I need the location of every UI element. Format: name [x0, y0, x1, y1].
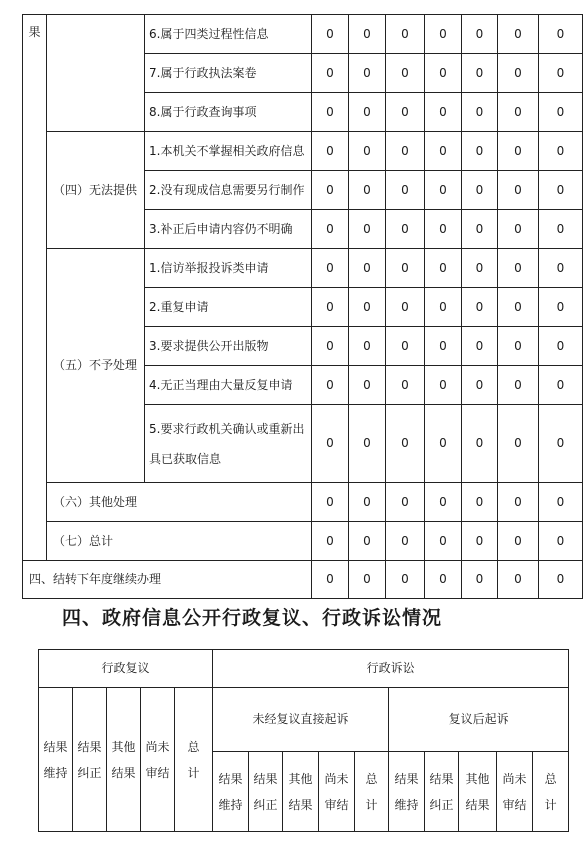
- row-7-value-6: 0: [498, 249, 539, 288]
- row-10-value-4: 0: [425, 366, 462, 405]
- total-row-value-3: 0: [386, 522, 425, 561]
- carry-over-value-7: 0: [539, 561, 583, 599]
- row-3-value-3: 0: [386, 93, 425, 132]
- row-9-value-6: 0: [498, 327, 539, 366]
- row-9-value-5: 0: [462, 327, 498, 366]
- row-label: 5.要求行政机关确认或重新出具已获取信息: [145, 405, 312, 483]
- review-col-4: 尚未 审结: [141, 688, 175, 832]
- row-9-value-1: 0: [312, 327, 349, 366]
- row-label: 3.补正后申请内容仍不明确: [145, 210, 312, 249]
- row-8-value-7: 0: [539, 288, 583, 327]
- carry-over-value-1: 0: [312, 561, 349, 599]
- carry-over-row: [23, 561, 583, 599]
- row-10-value-5: 0: [462, 366, 498, 405]
- direct-col-1: 结果 维持: [213, 752, 249, 832]
- total-row-value-5: 0: [462, 522, 498, 561]
- other-row-value-3: 0: [386, 483, 425, 522]
- row-6-value-7: 0: [539, 210, 583, 249]
- litigation-header: 行政诉讼: [213, 650, 569, 688]
- row-11-value-2: 0: [349, 405, 386, 483]
- row-5-value-7: 0: [539, 171, 583, 210]
- category-label: 果: [23, 15, 47, 561]
- row-label: 3.要求提供公开出版物: [145, 327, 312, 366]
- carry-over-value-5: 0: [462, 561, 498, 599]
- row-4-value-3: 0: [386, 132, 425, 171]
- row-2-value-4: 0: [425, 54, 462, 93]
- row-3-value-4: 0: [425, 93, 462, 132]
- direct-suit-header: 未经复议直接起诉: [213, 688, 389, 752]
- review-col-3: 其他 结果: [107, 688, 141, 832]
- row-5-value-5: 0: [462, 171, 498, 210]
- row-8-value-6: 0: [498, 288, 539, 327]
- row-3-value-7: 0: [539, 93, 583, 132]
- row-7-value-1: 0: [312, 249, 349, 288]
- row-2-value-1: 0: [312, 54, 349, 93]
- row-7-value-7: 0: [539, 249, 583, 288]
- row-5-value-3: 0: [386, 171, 425, 210]
- row-4-value-1: 0: [312, 132, 349, 171]
- row-9-value-3: 0: [386, 327, 425, 366]
- row-1-value-7: 0: [539, 15, 583, 54]
- review-col-5: 总 计: [175, 688, 213, 832]
- row-4-value-6: 0: [498, 132, 539, 171]
- row-label: 6.属于四类过程性信息: [145, 15, 312, 54]
- row-9-value-7: 0: [539, 327, 583, 366]
- row-7-value-4: 0: [425, 249, 462, 288]
- after-col-1: 结果 维持: [389, 752, 425, 832]
- row-6-value-2: 0: [349, 210, 386, 249]
- group-not-processed: （五）不予处理: [47, 249, 145, 483]
- total-row-value-7: 0: [539, 522, 583, 561]
- row-8-value-1: 0: [312, 288, 349, 327]
- review-litigation-table: [38, 649, 569, 832]
- results-table: [22, 14, 583, 599]
- after-review-header: 复议后起诉: [389, 688, 569, 752]
- row-label: 1.信访举报投诉类申请: [145, 249, 312, 288]
- row-1-value-1: 0: [312, 15, 349, 54]
- review-header: 行政复议: [39, 650, 213, 688]
- after-col-4: 尚未 审结: [497, 752, 533, 832]
- row-1-value-5: 0: [462, 15, 498, 54]
- row-10-value-1: 0: [312, 366, 349, 405]
- row-2-value-7: 0: [539, 54, 583, 93]
- other-row-value-4: 0: [425, 483, 462, 522]
- row-1-value-6: 0: [498, 15, 539, 54]
- row-5-value-4: 0: [425, 171, 462, 210]
- review-col-2: 结果 纠正: [73, 688, 107, 832]
- row-2-value-5: 0: [462, 54, 498, 93]
- row-label: 7.属于行政执法案卷: [145, 54, 312, 93]
- other-row-label: （六）其他处理: [47, 483, 312, 522]
- row-7-value-2: 0: [349, 249, 386, 288]
- direct-col-5: 总 计: [355, 752, 389, 832]
- direct-col-3: 其他 结果: [283, 752, 319, 832]
- row-7-value-5: 0: [462, 249, 498, 288]
- group-unable-to-provide: （四）无法提供: [47, 132, 145, 249]
- row-label: 4.无正当理由大量反复申请: [145, 366, 312, 405]
- total-row-value-6: 0: [498, 522, 539, 561]
- row-6-value-6: 0: [498, 210, 539, 249]
- other-row-value-2: 0: [349, 483, 386, 522]
- row-9-value-2: 0: [349, 327, 386, 366]
- row-8-value-3: 0: [386, 288, 425, 327]
- row-6-value-5: 0: [462, 210, 498, 249]
- review-col-1: 结果 维持: [39, 688, 73, 832]
- table-row: [23, 249, 583, 288]
- row-1-value-2: 0: [349, 15, 386, 54]
- row-9-value-4: 0: [425, 327, 462, 366]
- other-row-value-6: 0: [498, 483, 539, 522]
- row-3-value-5: 0: [462, 93, 498, 132]
- other-row: [23, 483, 583, 522]
- carry-over-value-6: 0: [498, 561, 539, 599]
- row-6-value-4: 0: [425, 210, 462, 249]
- total-row-value-1: 0: [312, 522, 349, 561]
- total-row-value-4: 0: [425, 522, 462, 561]
- other-row-value-7: 0: [539, 483, 583, 522]
- row-5-value-2: 0: [349, 171, 386, 210]
- row-10-value-3: 0: [386, 366, 425, 405]
- row-8-value-4: 0: [425, 288, 462, 327]
- section-heading: 四、政府信息公开行政复议、行政诉讼情况: [62, 607, 443, 629]
- row-4-value-2: 0: [349, 132, 386, 171]
- after-col-3: 其他 结果: [459, 752, 497, 832]
- row-3-value-2: 0: [349, 93, 386, 132]
- carry-over-label: 四、结转下年度继续办理: [23, 561, 312, 599]
- group-blank: [47, 15, 145, 132]
- after-col-5: 总 计: [533, 752, 569, 832]
- row-2-value-6: 0: [498, 54, 539, 93]
- row-7-value-3: 0: [386, 249, 425, 288]
- row-4-value-5: 0: [462, 132, 498, 171]
- table-row: [23, 132, 583, 171]
- after-col-2: 结果 纠正: [425, 752, 459, 832]
- table-row: [23, 15, 583, 54]
- total-row: [23, 522, 583, 561]
- carry-over-value-2: 0: [349, 561, 386, 599]
- direct-col-2: 结果 纠正: [249, 752, 283, 832]
- carry-over-value-3: 0: [386, 561, 425, 599]
- row-3-value-1: 0: [312, 93, 349, 132]
- carry-over-value-4: 0: [425, 561, 462, 599]
- row-11-value-5: 0: [462, 405, 498, 483]
- row-5-value-1: 0: [312, 171, 349, 210]
- row-10-value-6: 0: [498, 366, 539, 405]
- row-6-value-3: 0: [386, 210, 425, 249]
- row-11-value-7: 0: [539, 405, 583, 483]
- other-row-value-5: 0: [462, 483, 498, 522]
- direct-col-4: 尚未 审结: [319, 752, 355, 832]
- total-row-label: （七）总计: [47, 522, 312, 561]
- row-2-value-2: 0: [349, 54, 386, 93]
- row-2-value-3: 0: [386, 54, 425, 93]
- row-6-value-1: 0: [312, 210, 349, 249]
- total-row-value-2: 0: [349, 522, 386, 561]
- row-label: 1.本机关不掌握相关政府信息: [145, 132, 312, 171]
- row-8-value-2: 0: [349, 288, 386, 327]
- other-row-value-1: 0: [312, 483, 349, 522]
- row-1-value-3: 0: [386, 15, 425, 54]
- row-label: 2.重复申请: [145, 288, 312, 327]
- row-4-value-7: 0: [539, 132, 583, 171]
- row-4-value-4: 0: [425, 132, 462, 171]
- row-10-value-2: 0: [349, 366, 386, 405]
- row-11-value-4: 0: [425, 405, 462, 483]
- row-10-value-7: 0: [539, 366, 583, 405]
- row-5-value-6: 0: [498, 171, 539, 210]
- row-8-value-5: 0: [462, 288, 498, 327]
- row-3-value-6: 0: [498, 93, 539, 132]
- row-11-value-1: 0: [312, 405, 349, 483]
- row-label: 8.属于行政查询事项: [145, 93, 312, 132]
- row-1-value-4: 0: [425, 15, 462, 54]
- row-11-value-3: 0: [386, 405, 425, 483]
- row-label: 2.没有现成信息需要另行制作: [145, 171, 312, 210]
- row-11-value-6: 0: [498, 405, 539, 483]
